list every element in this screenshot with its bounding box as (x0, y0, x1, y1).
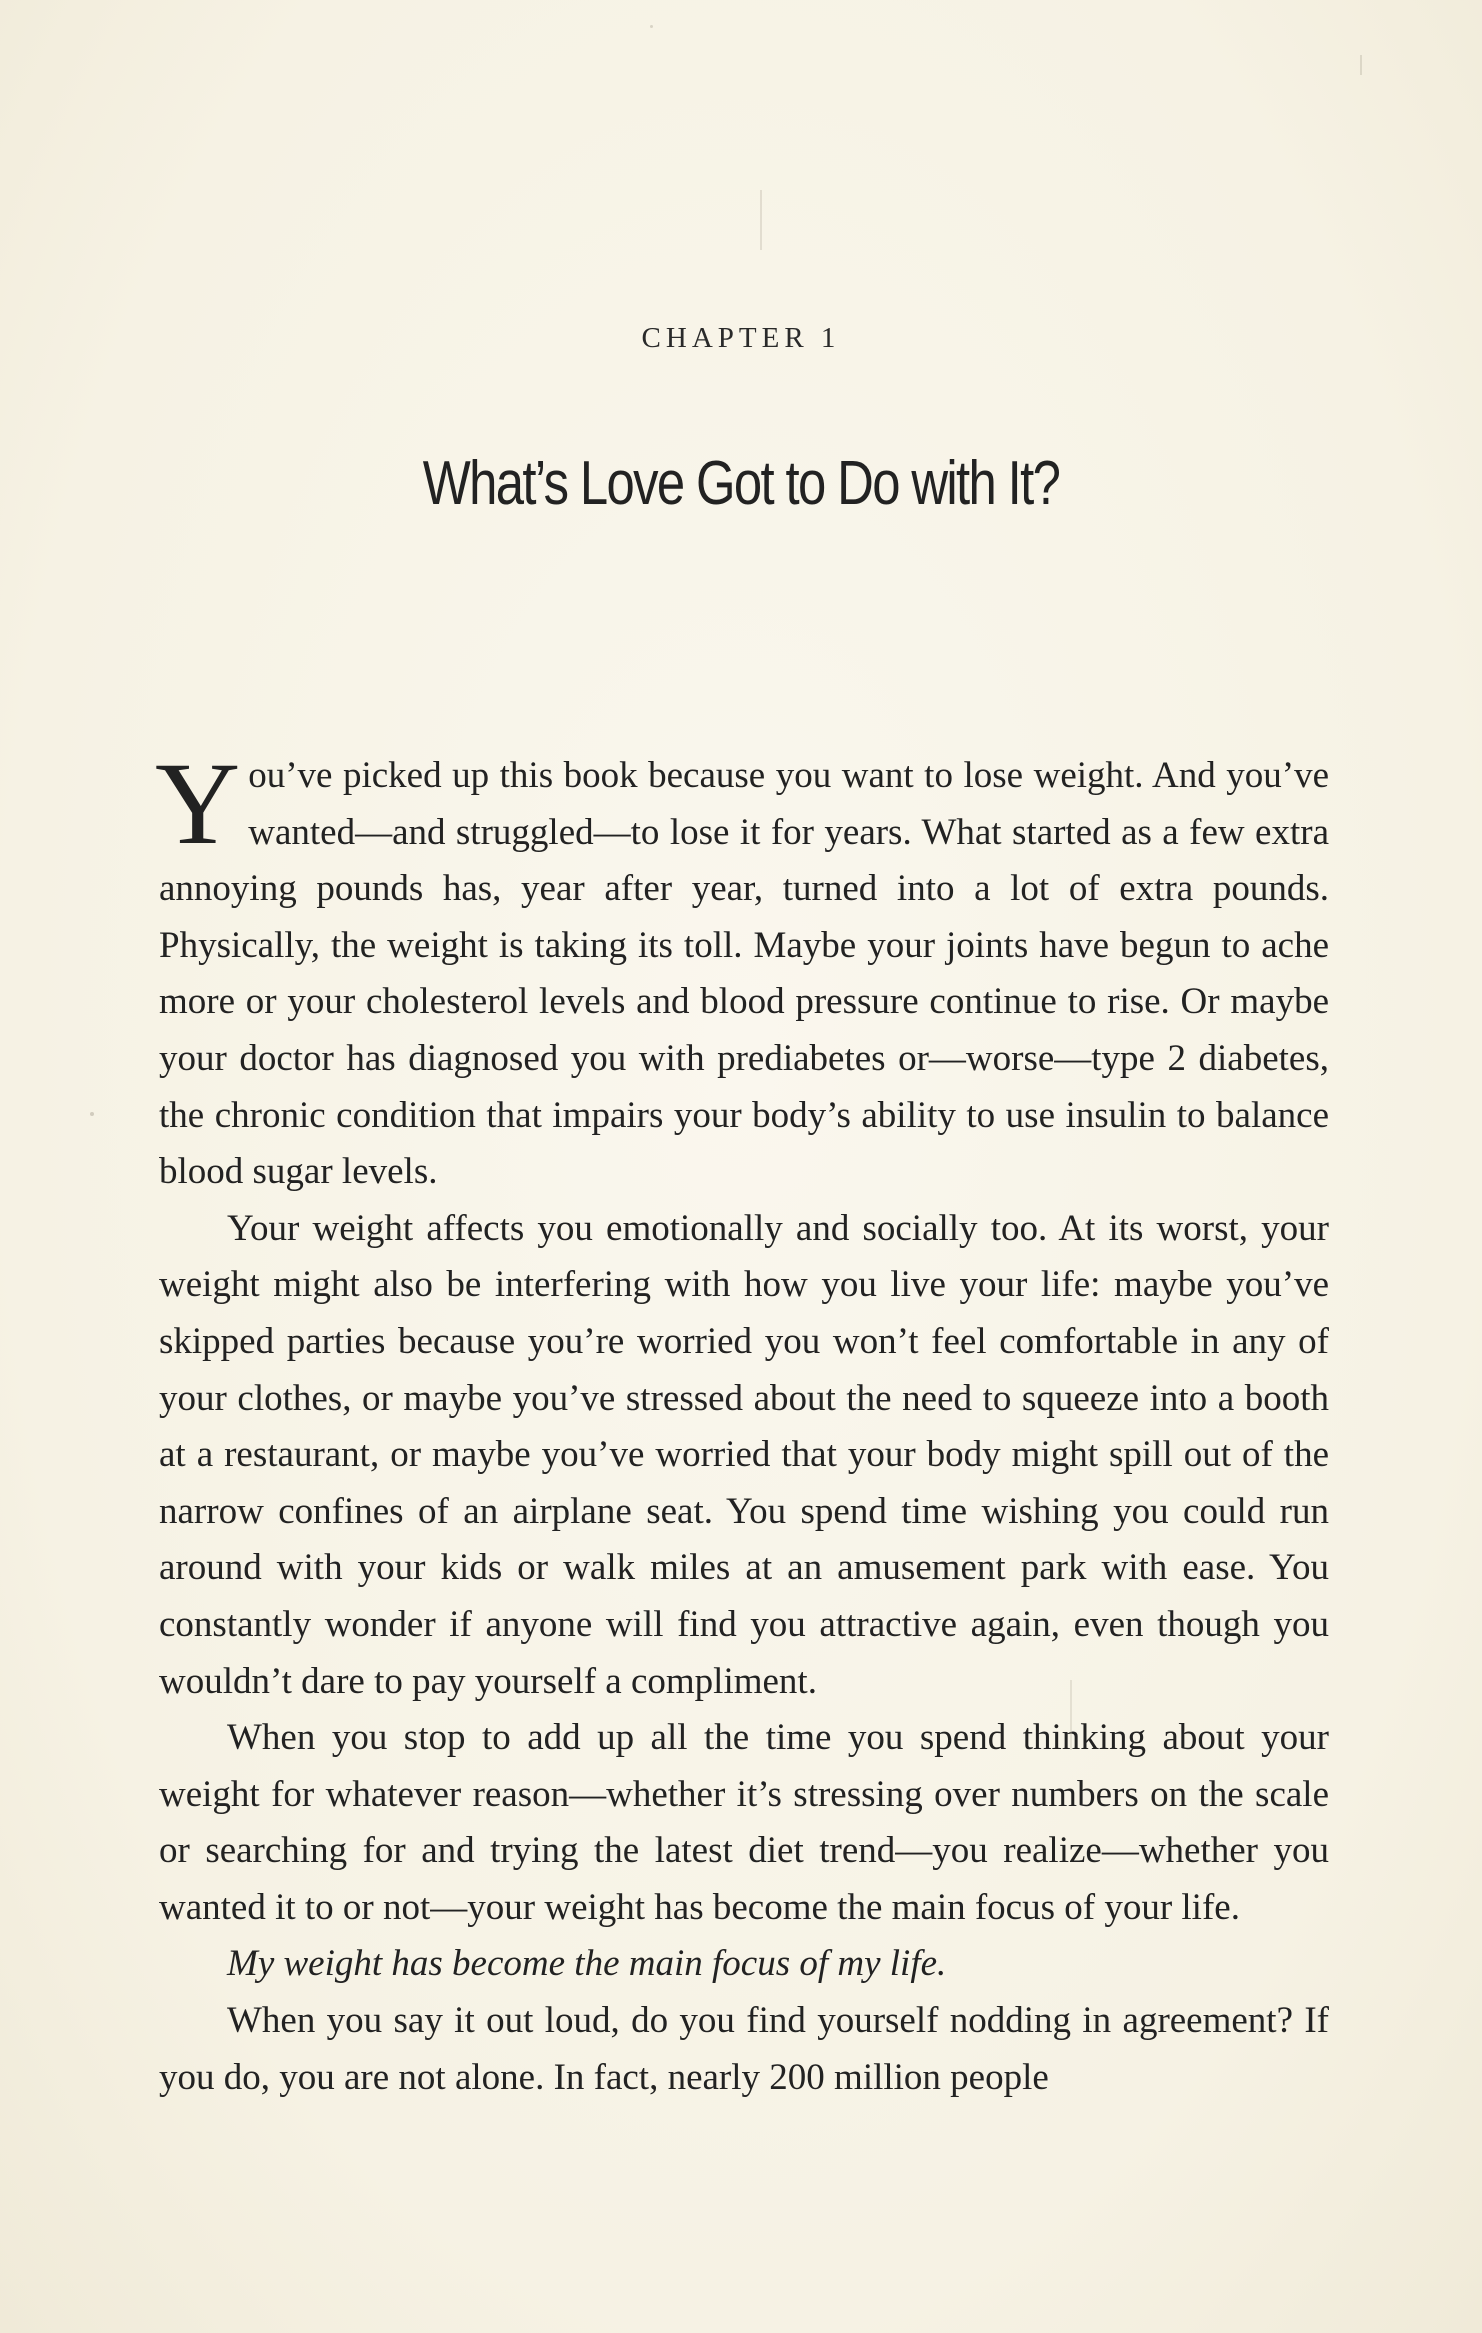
scan-mark (760, 190, 762, 250)
chapter-label: CHAPTER 1 (641, 322, 841, 354)
scan-mark (650, 25, 653, 28)
drop-cap: Y (155, 738, 241, 869)
body-text (155, 738, 1329, 2106)
scan-mark (90, 1112, 94, 1116)
paragraph-4-italic: My weight has become the main focus of my life. (227, 1943, 947, 1985)
paragraph-3: When you stop to add up all the time you spend thinking about your weight for whatever reason—whether it’s stressing over numbers on the scale or searching for and trying the latest diet trend—you realize—whether you wanted it to or not—your weight has become the main focus of your life. (159, 1717, 1329, 1928)
scan-mark (1360, 55, 1362, 75)
chapter-title: What’s Love Got to Do with It? (422, 449, 1060, 518)
paragraph-2: Your weight affects you emotionally and socially too. At its worst, your weight might also be interfering with how you live your life: maybe you’ve skipped parties because you’re worried you won’t feel comfortable in any of your clothes, or maybe you’ve stressed about the need to squeeze into a booth at a restaurant, or maybe you’ve worried that your body might spill out of the narrow confines of an airplane seat. You spend time wishing you could run around with your kids or walk miles at an amusement park with ease. You constantly wonder if anyone will find you attractive again, even though you wouldn’t dare to pay yourself a compliment. (159, 1207, 1329, 1702)
paragraph-1 (155, 738, 1329, 1201)
paragraph-1-text: ou’ve picked up this book because you want to lose weight. And you’ve wanted—and struggled—to lose it for years. What started as a few extra annoying pounds has, year after year, turned into a lot of extra pounds. Physically, the weight is taking its toll. Maybe your joints have begun to ache more or your cholesterol levels and blood pressure continue to rise. Or maybe your doctor has diagnosed you with prediabetes or—worse—type 2 diabetes, the chronic condition that impairs your body’s ability to use insulin to balance blood sugar levels. (159, 755, 1329, 1193)
scan-mark (1070, 1680, 1072, 1750)
paragraph-5: When you say it out loud, do you find yourself nodding in agreement? If you do, you are not alone. In fact, nearly 200 million people (159, 2000, 1329, 2098)
